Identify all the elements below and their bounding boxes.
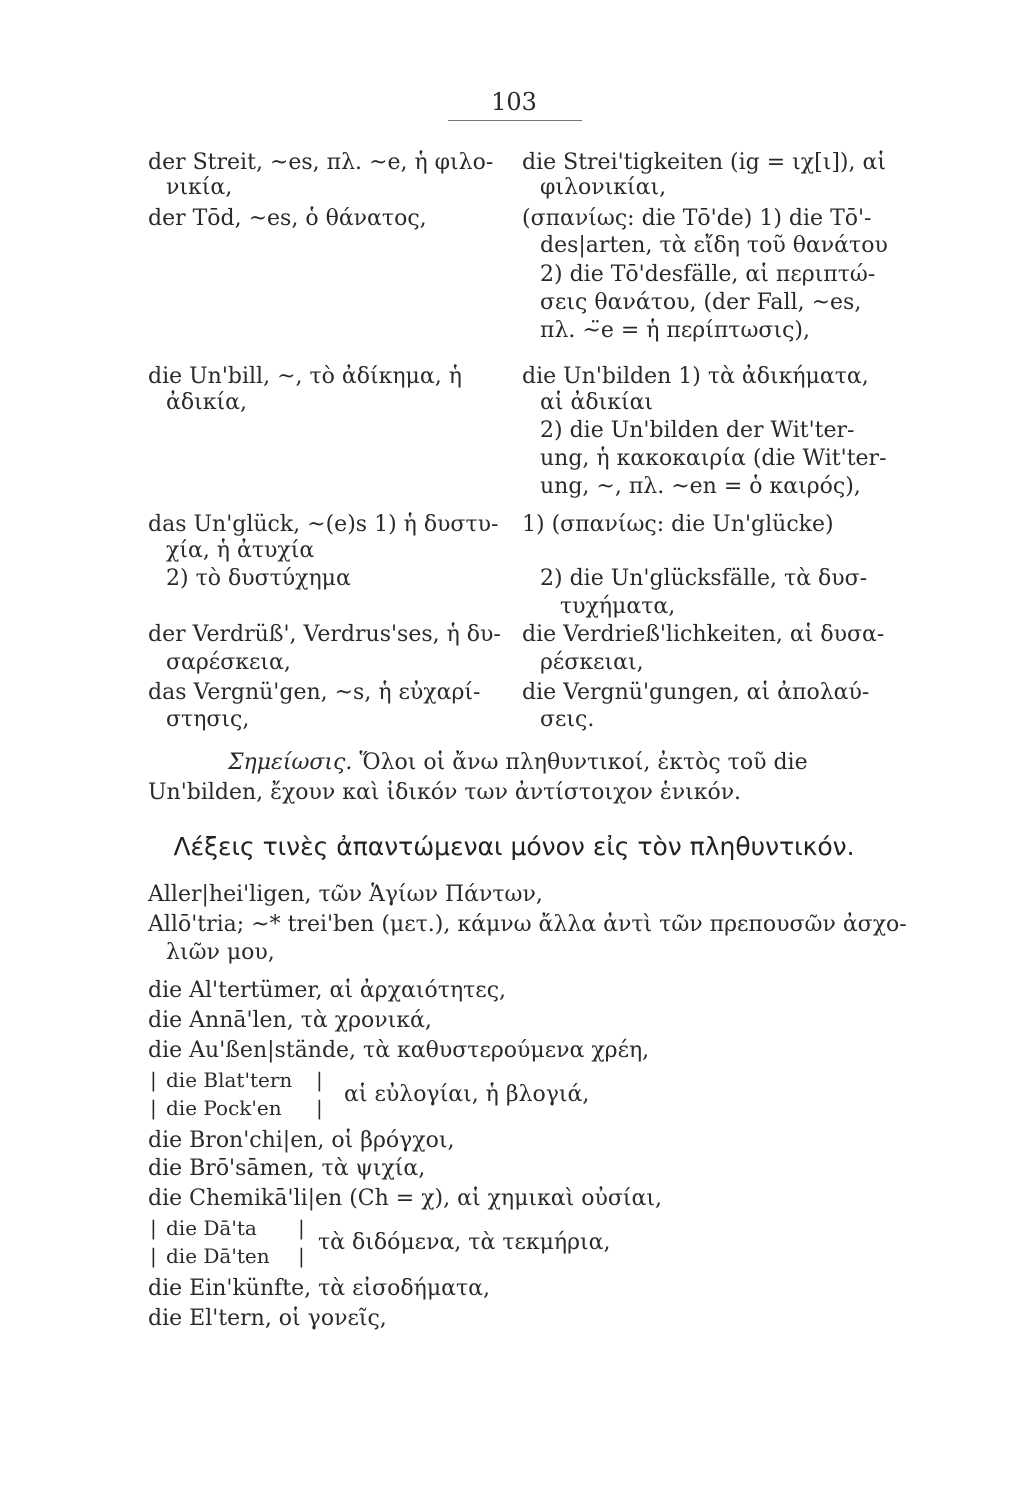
left-bracket: | [150,1216,157,1240]
left-line: der Verdrüß', Verdrus'ses, ἡ δυ- [148,622,501,647]
list-item: τὰ διδόμενα, τὰ τεκμήρια, [318,1230,611,1255]
left-line: das Vergnü'gen, ~s, ἡ εὐχαρί- [148,680,481,705]
list-item: die Pock'en [166,1096,282,1120]
left-line: die Un'bill, ~, τὸ ἀδίκημα, ἡ [148,364,462,389]
left-line: das Un'glück, ~(e)s 1) ἡ δυστυ- [148,512,499,537]
right-line: die Verdrieß'lichkeiten, αἱ δυσα- [522,622,885,647]
right-bracket: | [298,1216,305,1240]
list-item: die Annā'len, τὰ χρονικά, [148,1008,432,1033]
right-line: 2) die Tō'desfälle, αἱ περιπτώ- [540,262,876,287]
right-line: φιλονικίαι, [540,175,667,200]
right-line: 2) die Un'bilden der Wit'ter- [540,418,855,443]
right-line: 2) die Un'glücksfälle, τὰ δυσ- [540,566,868,591]
list-item: die Chemikā'li|en (Ch = χ), αἱ χημικαὶ οὐσίαι, [148,1186,662,1211]
right-line: die Strei'tigkeiten (ig = ιχ[ι]), αἱ [522,150,886,175]
right-bracket: | [316,1068,323,1092]
right-bracket: | [316,1096,323,1120]
note-label: Σημείωσις. [228,750,353,775]
list-item: die Au'ßen|stände, τὰ καθυστερούμενα χρέη, [148,1038,650,1063]
right-line: πλ. ~̈e = ἡ περίπτωσις), [540,318,810,343]
left-bracket: | [150,1244,157,1268]
list-item: die Bron'chi|en, οἱ βρόγχοι, [148,1128,455,1153]
right-line: ung, ~, πλ. ~en = ὁ καιρός), [540,474,861,499]
left-line: σαρέσκεια, [166,650,291,675]
right-line: σεις θανάτου, (der Fall, ~es, [540,290,862,315]
list-item: die Al'tertümer, αἱ ἀρχαιότητες, [148,978,507,1003]
note-text: Ὅλοι οἱ ἄνω πληθυντικοί, ἐκτὸς τοῦ die Un'bilden, ἔχουν καὶ ἰδικόν των ἀντίστοιχον ἑνικόν. [148,750,808,805]
right-line: 1) (σπανίως: die Un'glücke) [522,512,834,537]
left-line: 2) τὸ δυστύχημα [166,566,351,591]
list-item: die Dā'ten [166,1244,270,1268]
right-line: τυχήματα, [560,594,676,619]
right-line: ung, ἡ κακοκαιρία (die Wit'ter- [540,446,887,471]
right-line: die Un'bilden 1) τὰ ἀδικήματα, [522,364,869,389]
list-item: die Brō'sāmen, τὰ ψιχία, [148,1156,426,1181]
left-line: ἀδικία, [166,390,247,415]
right-line: (σπανίως: die Tō'de) 1) die Tō'- [522,206,872,231]
right-line: des|arten, τὰ εἴδη τοῦ θανάτου [540,233,888,258]
list-item: Aller|hei'ligen, τῶν Ἁγίων Πάντων, [148,882,543,907]
section-heading: Λέξεις τινὲς ἀπαντώμεναι μόνον εἰς τὸν πληθυντικόν. [173,832,855,861]
right-line: αἱ ἀδικίαι [540,390,654,415]
list-item: Allō'tria; ~* trei'ben (μετ.), κάμνω ἄλλα ἀντὶ τῶν πρεπουσῶν ἀσχο- [148,912,907,937]
left-line: der Tōd, ~es, ὁ θάνατος, [148,206,427,231]
list-item: die Blat'tern [166,1068,293,1092]
left-bracket: | [150,1096,157,1120]
right-bracket: | [298,1244,305,1268]
list-item: die Ein'künfte, τὰ εἰσοδήματα, [148,1276,491,1301]
left-line: der Streit, ~es, πλ. ~e, ἡ φιλο- [148,150,494,175]
right-line: die Vergnü'gungen, αἱ ἀπολαύ- [522,680,870,705]
list-item: die El'tern, οἱ γονεῖς, [148,1306,387,1331]
page-number-rule [448,120,582,121]
list-item: λιῶν μου, [166,940,275,965]
list-item: die Dā'ta [166,1216,257,1240]
right-line: ρέσκειαι, [540,650,644,675]
list-item: αἱ εὐλογίαι, ἡ βλογιά, [344,1082,590,1107]
page-number: 103 [491,88,537,116]
left-line: νικία, [166,175,233,200]
left-line: χία, ἡ ἀτυχία [166,538,315,563]
note-paragraph [148,748,890,808]
left-line: στησις, [166,707,250,732]
left-bracket: | [150,1068,157,1092]
right-line: σεις. [540,707,595,732]
